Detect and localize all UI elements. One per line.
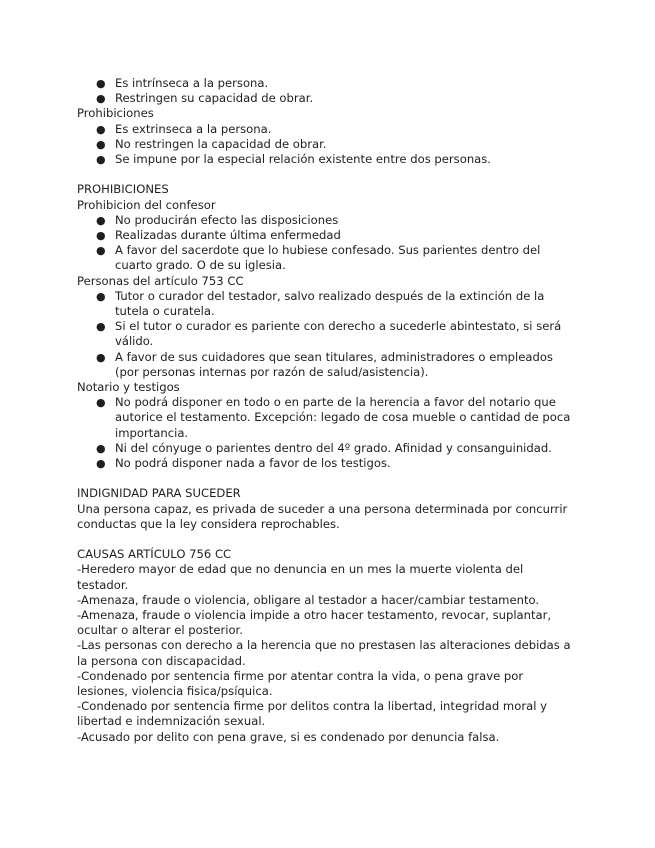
bullet-icon: ● [96,289,106,303]
notario-title: Notario y testigos [77,380,180,395]
causa-item: -Condenado por sentencia firme por delitos contra la libertad, integridad moral y libertad e indemnización sexual. [77,699,547,729]
bullet-icon: ● [96,122,106,136]
indignidad-text: Una persona capaz, es privada de suceder a una persona determinada por concurrir conductas que la ley considera reprochables. [77,501,568,531]
bullet-icon: ● [96,457,106,471]
intro-list [77,76,577,106]
articulo-753-list [77,289,577,380]
list-item: ● No restringen la capacidad de obrar. [96,136,327,151]
bullet-icon: ● [96,441,106,455]
bullet-icon: ● [96,244,106,258]
list-item: ● Restringen su capacidad de obrar. [96,91,314,106]
bullet-icon: ● [96,213,106,227]
prohibiciones-list [77,122,577,168]
causa-item: -Heredero mayor de edad que no denuncia en un mes la muerte violenta del testador. [77,562,524,592]
section-heading-causas: CAUSAS ARTÍCULO 756 CC [77,547,232,562]
bullet-icon: ● [96,320,106,334]
confesor-title: Prohibicion del confesor [77,197,216,212]
confesor-list [77,213,577,274]
causa-item: -Condenado por sentencia firme por atentar contra la vida, o pena grave por lesiones, violencia fisica/psíquica. [77,668,524,699]
causa-item: -Las personas con derecho a la herencia que no prestasen las alteraciones debidas a la persona con discapacidad. [77,638,571,668]
list-item: ● Es extrinseca a la persona. [96,121,272,136]
list-item: ● Tutor o curador del testador, salvo realizado después de la extinción de la tutela o curatela. [96,288,545,319]
list-item: ● A favor de sus cuidadores que sean titulares, administradores o empleados (por personas internas por razón de salud/asistencia). [96,349,553,379]
list-item: ● Realizadas durante última enfermedad [96,228,341,243]
list-item: ● No producirán efecto las disposiciones [96,212,339,227]
bullet-icon: ● [96,350,106,364]
bullet-icon: ● [96,92,106,106]
causa-item: -Acusado por delito con pena grave, si es condenado por denuncia falsa. [77,729,500,744]
causa-item: -Amenaza, fraude o violencia, obligare al testador a hacer/cambiar testamento. [77,592,540,607]
list-item: ● Si el tutor o curador es pariente con derecho a sucederle abintestato, si será válido. [96,319,562,349]
bullet-icon: ● [96,229,106,243]
bullet-icon: ● [96,153,106,167]
section-heading-prohibiciones: PROHIBICIONES [77,182,169,197]
list-item: ● Es intrínseca a la persona. [96,76,269,90]
prohibiciones-title: Prohibiciones [77,106,154,121]
notario-list [77,395,577,471]
list-item: ● Ni del cónyuge o parientes dentro del 4º grado. Afinidad y consanguinidad. [96,440,552,455]
bullet-icon: ● [96,77,106,90]
section-heading-indignidad: INDIGNIDAD PARA SUCEDER [77,486,241,501]
bullet-icon: ● [96,396,106,410]
list-item: ● No podrá disponer en todo o en parte de la herencia a favor del notario que autorice el testamento. Excepción: legado de cosa mueble o cantidad de poca importancia. [96,395,571,440]
bullet-icon: ● [96,137,106,151]
list-item: ● Se impune por la especial relación existente entre dos personas. [96,152,491,167]
articulo-753-title: Personas del artículo 753 CC [77,273,244,288]
list-item: ● A favor del sacerdote que lo hubiese confesado. Sus parientes dentro del cuarto grado. O de su iglesia. [96,243,541,273]
causa-item: -Amenaza, fraude o violencia impide a otro hacer testamento, revocar, suplantar, ocultar o alterar el posterior. [77,608,552,638]
list-item: ● No podrá disponer nada a favor de los testigos. [96,456,391,471]
